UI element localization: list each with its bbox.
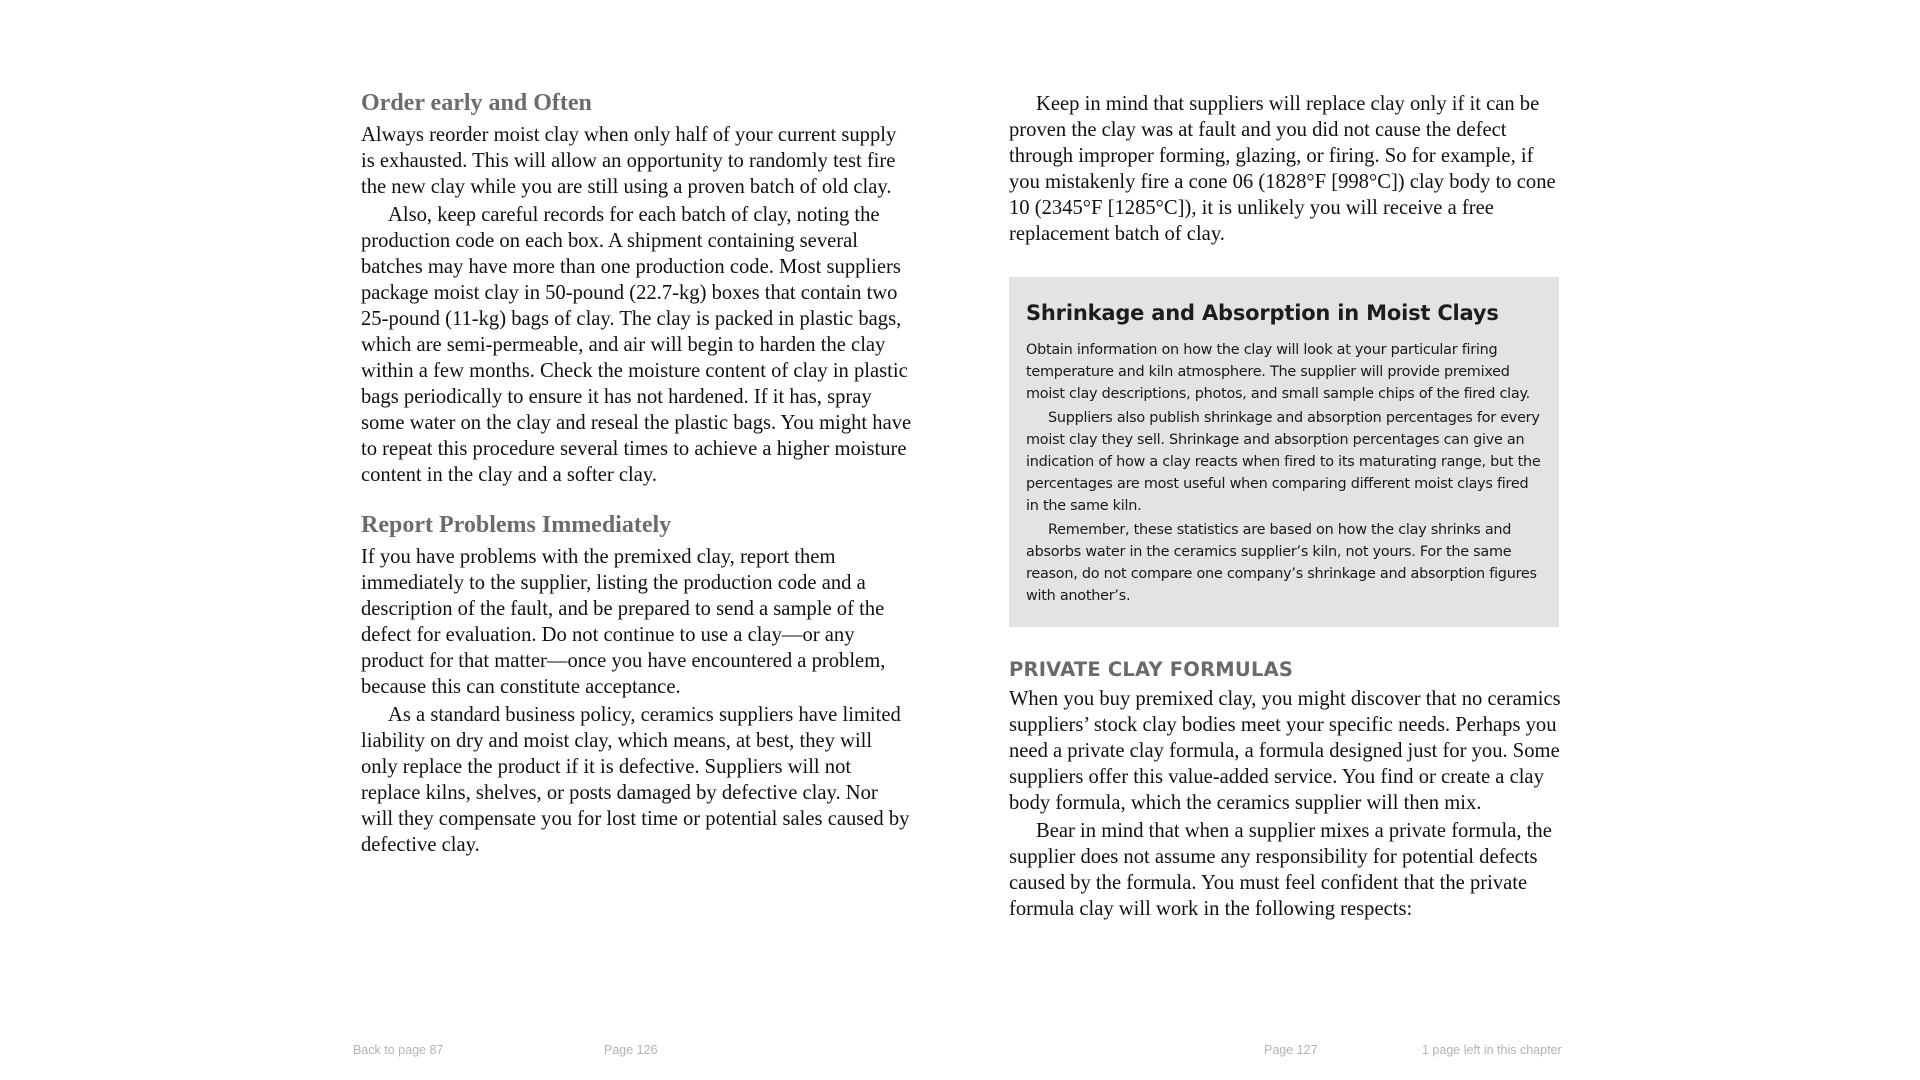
paragraph: When you buy premixed clay, you might discover that no ceramics suppliers’ stock clay bodies meet your specific needs. Perhaps you need a private clay formula, a formula designed just for you. Some suppliers offer this value-added service. You find or create a clay body formula, which the ceramics supplier will then mix.	[1009, 688, 1561, 814]
paragraph: Bear in mind that when a supplier mixes a private formula, the supplier does not assume any responsibility for potential defects caused by the formula. You must feel confident that the private formula clay will work in the following respects:	[1009, 820, 1552, 920]
left-page-number: Page 126	[604, 1043, 658, 1057]
chapter-pages-remaining: 1 page left in this chapter	[1422, 1043, 1562, 1057]
paragraph: Keep in mind that suppliers will replace clay only if it can be proven the clay was at fault and you did not cause the defect through improper forming, glazing, or firing. So for example, if you mistakenly fire a cone 06 (1828°F [998°C]) clay body to cone 10 (2345°F [1285°C]), it is unlikely you will receive a free replacement batch of clay.	[1009, 93, 1556, 245]
paragraph: Also, keep careful records for each batch of clay, noting the production code on each box. A shipment containing several batches may have more than one production code. Most suppliers package moist clay in 50-pound (22.7-kg) boxes that contain two 25-pound (11-kg) bags of clay. The clay is packed in plastic bags, which are semi-permeable, and air will begin to harden the clay within a few months. Check the moisture content of clay in plastic bags periodically to ensure it has not hardened. If it has, spray some water on the clay and reseal the plastic bags. You might have to repeat this procedure several times to achieve a higher moisture content in the clay and a softer clay.	[361, 204, 912, 486]
paragraph: Always reorder moist clay when only half of your current supply is exhausted. This will allow an opportunity to randomly test fire the new clay while you are still using a proven batch of old clay.	[361, 124, 897, 198]
section-heading-report-problems: Report Problems Immediately	[361, 512, 672, 538]
right-page-number: Page 127	[1264, 1043, 1318, 1057]
right-page-section	[1009, 657, 1561, 922]
sidebar-paragraph: Suppliers also publish shrinkage and absorption percentages for every moist clay they sell. Shrinkage and absorption percentages can give an indication of how a clay reacts when fired to its maturating range, but the percentages are most useful when comparing different moist clays fired in the same kiln.	[1026, 410, 1541, 514]
sidebar-title: Shrinkage and Absorption in Moist Clays	[1026, 301, 1499, 325]
sidebar-box	[1009, 277, 1559, 627]
right-page-intro	[1009, 91, 1561, 247]
left-page	[361, 88, 913, 858]
paragraph: If you have problems with the premixed clay, report them immediately to the supplier, listing the production code and a description of the fault, and be prepared to send a sample of the defect for evaluation. Do not continue to use a clay—or any product for that matter—once you have encountered a problem, because this can constitute acceptance.	[361, 546, 886, 698]
section-heading-private-clay-formulas: PRIVATE CLAY FORMULAS	[1009, 658, 1294, 681]
sidebar-paragraph: Remember, these statistics are based on how the clay shrinks and absorbs water in the ceramics supplier’s kiln, not yours. For the same reason, do not compare one company’s shrinkage and absorption figures with another’s.	[1026, 522, 1537, 604]
sidebar-paragraph: Obtain information on how the clay will look at your particular firing temperature and kiln atmosphere. The supplier will provide premixed moist clay descriptions, photos, and small sample chips of the fired clay.	[1026, 342, 1530, 402]
back-to-page-link[interactable]: Back to page 87	[353, 1043, 444, 1057]
section-heading-order-early: Order early and Often	[361, 90, 592, 116]
paragraph: As a standard business policy, ceramics suppliers have limited liability on dry and moist clay, which means, at best, they will only replace the product if it is defective. Suppliers will not replace kilns, shelves, or posts damaged by defective clay. Nor will they compensate you for lost time or potential sales caused by defective clay.	[361, 704, 910, 856]
